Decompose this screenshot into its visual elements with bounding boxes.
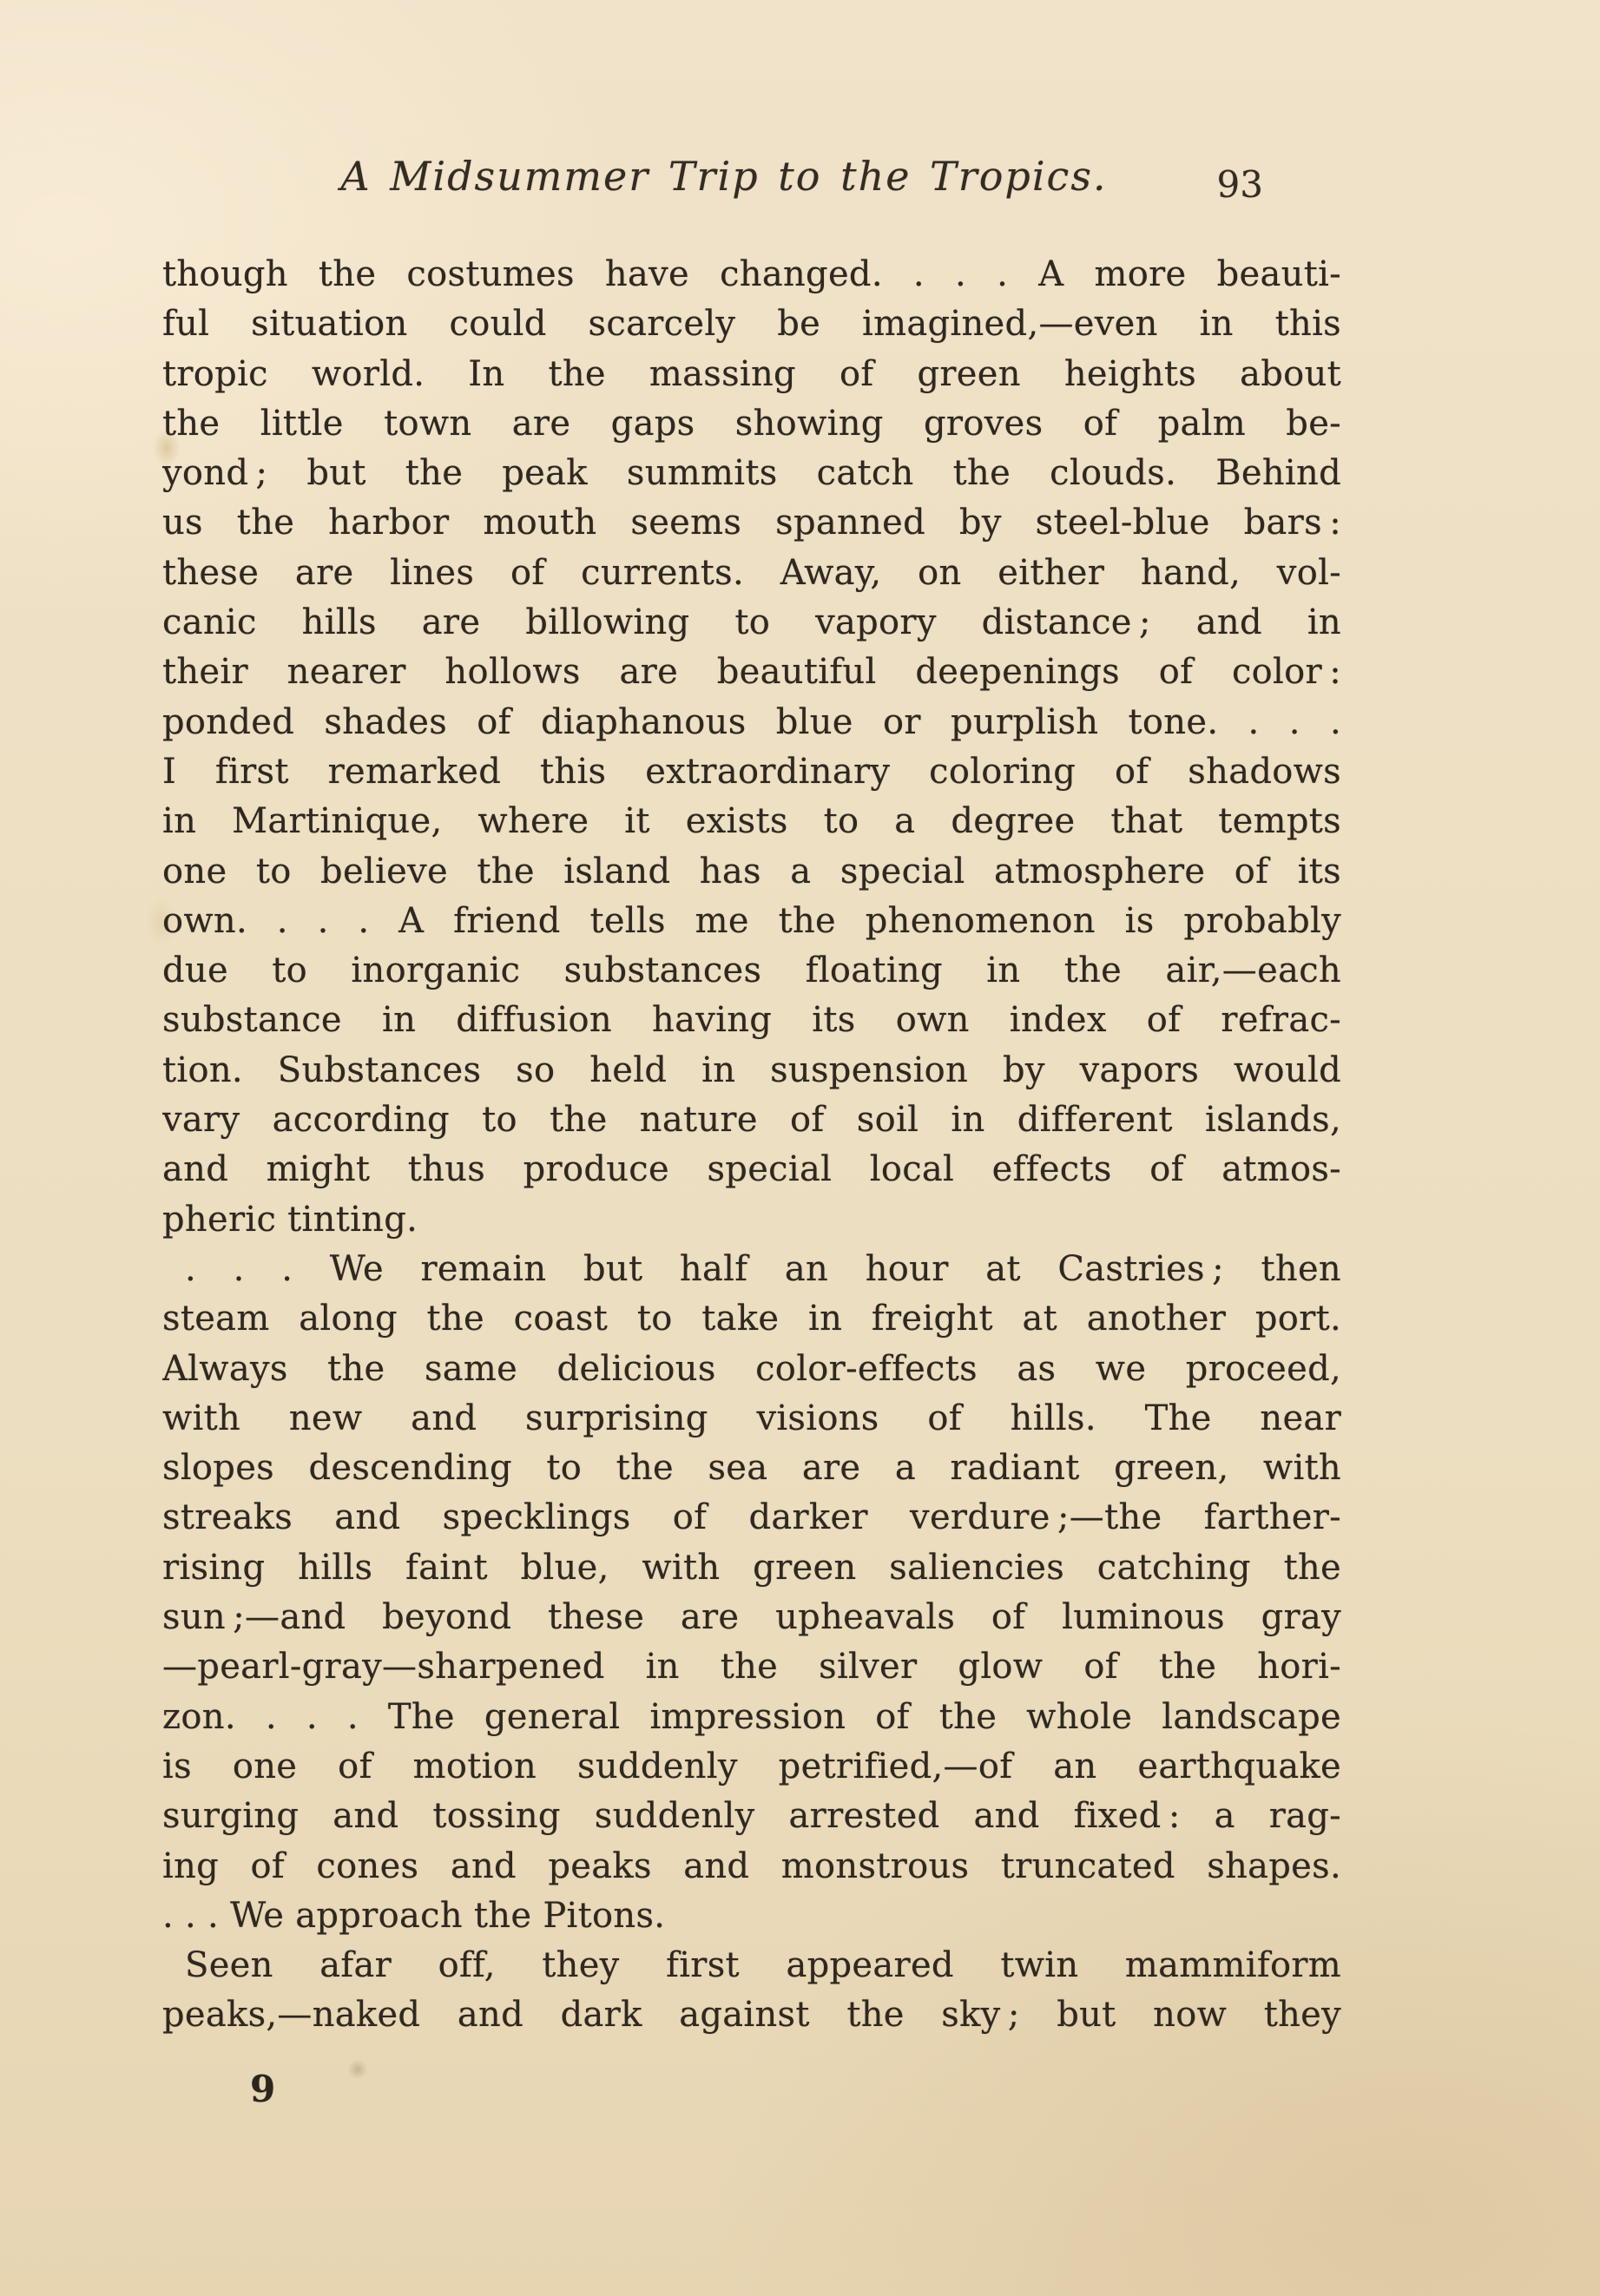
text-line: though the costumes have changed. . . . A more beauti-	[162, 254, 1341, 294]
text-line: I first remarked this extraordinary coloring of shadows	[162, 751, 1341, 792]
text-line: pheric tinting.	[162, 1199, 418, 1240]
text-line: streaks and specklings of darker verdure ;—the farther-	[162, 1497, 1341, 1538]
text-line: the little town are gaps showing groves of palm be-	[162, 403, 1341, 444]
text-line: substance in diffusion having its own index of refrac-	[162, 1000, 1341, 1041]
body-text-block	[162, 250, 1341, 2041]
text-line: ponded shades of diaphanous blue or purplish tone. . . .	[162, 701, 1341, 742]
text-line: these are lines of currents. Away, on either hand, vol-	[162, 552, 1341, 593]
text-line: Seen afar off, they first appeared twin mammiform	[185, 1945, 1341, 1986]
text-line: rising hills faint blue, with green saliencies catching the	[162, 1547, 1341, 1588]
text-line: —pearl-gray—sharpened in the silver glow of the hori-	[162, 1647, 1341, 1687]
text-line: sun ;—and beyond these are upheavals of luminous gray	[162, 1597, 1341, 1638]
text-line: and might thus produce special local effects of atmos-	[162, 1149, 1341, 1190]
text-line: due to inorganic substances floating in the air,—each	[162, 951, 1341, 991]
text-line: own. . . . A friend tells me the phenomenon is probably	[162, 900, 1341, 941]
text-line: canic hills are billowing to vapory distance ; and in	[162, 602, 1341, 643]
text-line: one to believe the island has a special atmosphere of its	[162, 851, 1341, 891]
text-line: is one of motion suddenly petrified,—of an earthquake	[162, 1746, 1341, 1786]
text-line: slopes descending to the sea are a radiant green, with	[162, 1448, 1341, 1489]
text-line: surging and tossing suddenly arrested and fixed : a rag-	[162, 1796, 1341, 1837]
text-line: Always the same delicious color-effects as we proceed,	[162, 1348, 1341, 1389]
text-line: tion. Substances so held in suspension by vapors would	[162, 1049, 1341, 1090]
body-lines	[162, 250, 1341, 2041]
text-line: with new and surprising visions of hills. The near	[162, 1398, 1341, 1438]
text-line: ing of cones and peaks and monstrous truncated shapes.	[162, 1845, 1341, 1886]
page-number: 93	[1216, 163, 1263, 206]
text-line: us the harbor mouth seems spanned by steel-blue bars :	[162, 503, 1341, 543]
signature-mark: 9	[250, 2068, 276, 2110]
text-line: peaks,—naked and dark against the sky ; but now they	[162, 1995, 1341, 2036]
text-line: vary according to the nature of soil in different islands,	[162, 1100, 1341, 1141]
text-line: ful situation could scarcely be imagined,—even in this	[162, 304, 1341, 345]
text-line: their nearer hollows are beautiful deepenings of color :	[162, 652, 1341, 693]
text-line: in Martinique, where it exists to a degree that tempts	[162, 801, 1341, 842]
running-head	[162, 153, 1341, 208]
text-line: zon. . . . The general impression of the whole landscape	[162, 1696, 1341, 1737]
text-line: steam along the coast to take in freight at another port.	[162, 1299, 1341, 1339]
text-line: tropic world. In the massing of green heights about	[162, 353, 1341, 394]
text-line: . . . We approach the Pitons.	[162, 1895, 666, 1936]
text-line: yond ; but the peak summits catch the clouds. Behind	[162, 453, 1341, 494]
text-line: . . . We remain but half an hour at Castries ; then	[185, 1248, 1341, 1289]
running-title: A Midsummer Trip to the Tropics.	[340, 153, 1108, 200]
